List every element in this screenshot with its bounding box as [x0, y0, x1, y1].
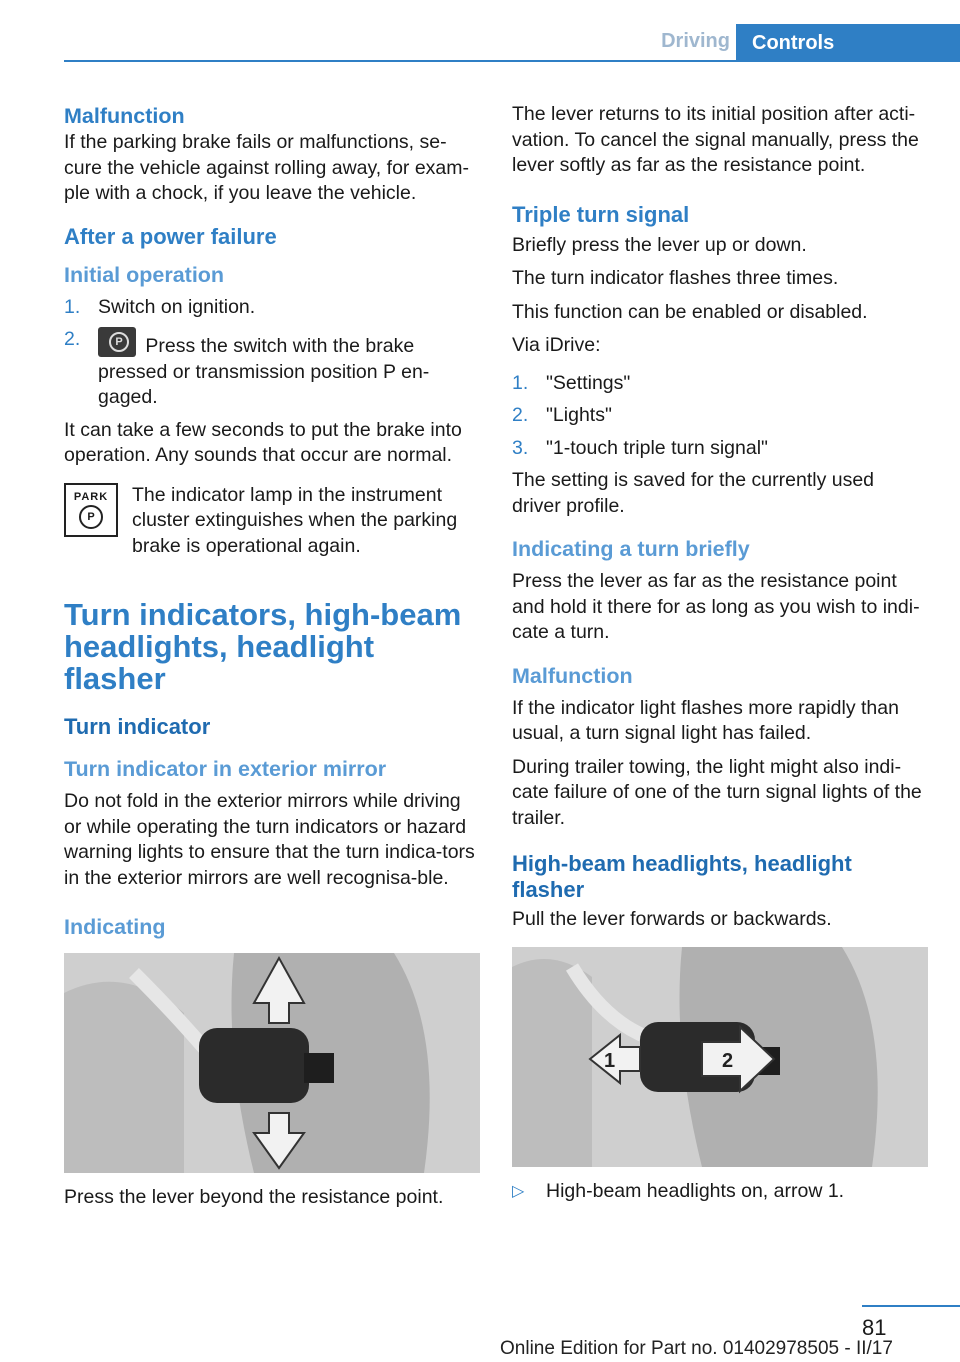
page-number: 81	[862, 1315, 887, 1340]
lamp-label: PARK	[73, 490, 109, 503]
lever-return-text: The lever returns to its initial position after acti-vation. To cancel the signal manually, press the lever softly as far as the resistance point.	[512, 103, 919, 176]
left-column	[64, 102, 480, 1219]
highbeam-bullets	[512, 1179, 928, 1205]
turn-indicator-heading: Turn indicator	[64, 714, 211, 739]
park-indicator-lamp-icon: PARK P	[64, 483, 118, 537]
malfunction-text: If the parking brake fails or malfunctions, se-cure the vehicle against rolling away, for exam-ple with a chock, if you leave the vehicle.	[64, 131, 469, 204]
malfunction-right-p1: If the indicator light flashes more rapidly than usual, a turn signal light has failed.	[512, 696, 899, 744]
arrow-2-label: 2	[722, 1049, 734, 1072]
malfunction-heading: Malfunction	[64, 104, 185, 128]
bullet-triangle-icon: ▷	[512, 1182, 525, 1200]
highbeam-text: Pull the lever forwards or backwards.	[512, 908, 832, 930]
power-failure-para: It can take a few seconds to put the brake into operation. Any sounds that occur are normal.	[64, 418, 462, 466]
indicator-lamp-note	[64, 483, 480, 560]
header-section: Driving	[661, 30, 730, 52]
highbeam-heading: High-beam headlights, headlight flasher	[512, 851, 852, 902]
parking-brake-switch-icon	[98, 327, 136, 357]
list-item	[64, 295, 480, 321]
power-failure-heading: After a power failure	[64, 223, 277, 249]
triple-p1: Briefly press the lever up or down.	[512, 233, 807, 256]
step-text: Switch on ignition.	[98, 295, 256, 318]
indicating-caption: Press the lever beyond the resistance point.	[64, 1186, 444, 1208]
header-chapter-tab: Controls	[736, 24, 960, 62]
list-item: 1. "Settings"	[512, 371, 631, 394]
indicating-heading: Indicating	[64, 915, 166, 939]
initial-operation-steps	[64, 295, 480, 411]
triple-saved-text: The setting is saved for the currently used driver profile.	[512, 469, 875, 517]
triple-signal-heading: Triple turn signal	[512, 201, 690, 227]
mirror-indicator-heading: Turn indicator in exterior mirror	[64, 757, 387, 781]
header-rule	[64, 60, 960, 62]
footer-rule	[862, 1305, 960, 1307]
brief-turn-text: Press the lever as far as the resistance point and hold it there for as long as you wish to indi-cate a turn.	[512, 570, 920, 643]
step-number: 2.	[64, 328, 81, 350]
list-item: 2. "Lights"	[512, 404, 612, 426]
malfunction-right-heading: Malfunction	[512, 663, 633, 688]
idrive-steps	[512, 371, 928, 462]
right-column	[512, 102, 928, 1204]
triple-p2: The turn indicator flashes three times.	[512, 267, 839, 289]
malfunction-right-p2: During trailer towing, the light might also indi-cate failure of one of the turn signal lights of the trailer.	[512, 755, 922, 829]
arrow-1-label: 1	[604, 1049, 616, 1072]
mirror-indicator-text: Do not fold in the exterior mirrors while driving or while operating the turn indicators or hazard warning lights to ensure that the turn indica-tors in the exterior mirrors are well recognisa-ble.	[64, 790, 475, 889]
step-text: Press the switch with the brake pressed or transmission position P en-gaged.	[98, 335, 430, 408]
triple-p3: This function can be enabled or disabled.	[512, 300, 868, 323]
indicating-lever-illustration	[64, 953, 480, 1173]
edition-text: Online Edition for Part no. 01402978505 - II/17	[500, 1338, 893, 1359]
brief-turn-heading: Indicating a turn briefly	[512, 537, 750, 561]
bullet-text: High-beam headlights on, arrow 1.	[546, 1179, 845, 1202]
list-item	[64, 327, 480, 411]
step-number: 1.	[64, 295, 81, 318]
initial-operation-heading: Initial operation	[64, 262, 225, 287]
triple-p4: Via iDrive:	[512, 334, 601, 356]
lamp-text: The indicator lamp in the instrument cluster extinguishes when the parking brake is operational again.	[132, 483, 458, 557]
highbeam-lever-illustration	[512, 947, 928, 1167]
turn-indicators-heading: Turn indicators, high-beam headlights, headlight flasher	[64, 597, 462, 696]
list-item: 3. "1-touch triple turn signal"	[512, 436, 768, 459]
list-item	[512, 1179, 928, 1205]
